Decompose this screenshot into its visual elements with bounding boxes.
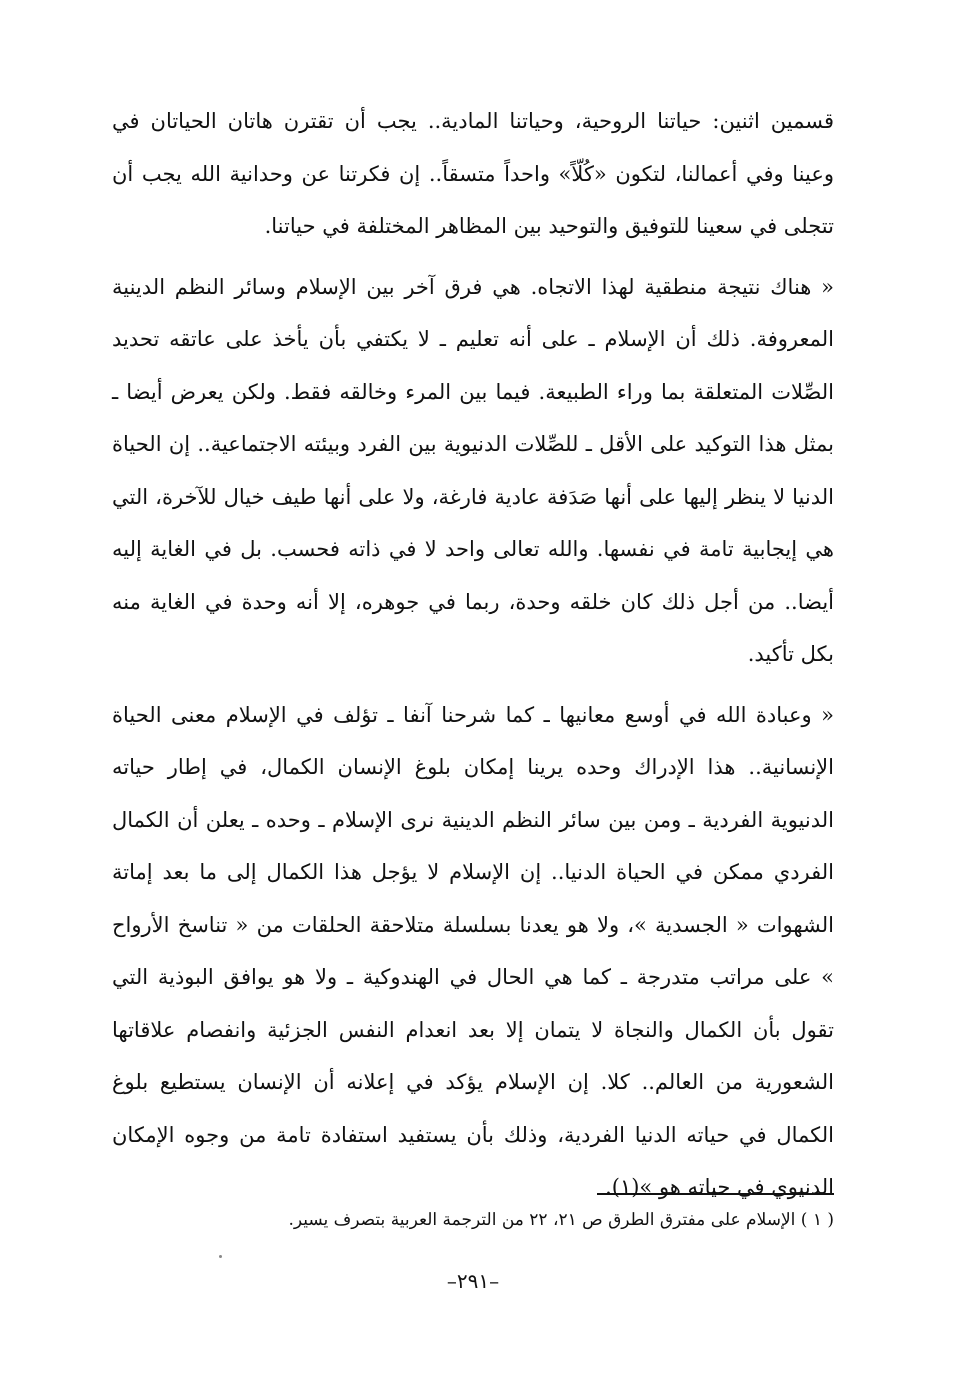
scan-speck	[219, 1255, 222, 1258]
page-number: –٢٩١–	[446, 1269, 500, 1293]
book-page	[112, 95, 834, 1355]
footnote-divider	[597, 1193, 834, 1195]
paragraph-1: قسمين اثنين: حياتنا الروحية، وحياتنا المادية.. يجب أن تقترن هاتان الحياتان في وعينا وفي أعمالنا، لتكون «كُلّاً» واحداً متسقاً.. إن فكرتنا عن وحدانية الله يجب أن تتجلى في سعينا للتوفيق والتوحيد بين المظاهر المختلفة في حياتنا.	[112, 109, 834, 238]
footnote: ( ١ ) الإسلام على مفترق الطرق ص ٢١، ٢٢ من الترجمة العربية بتصرف يسير.	[288, 1210, 834, 1230]
paragraph-3: « وعبادة الله في أوسع معانيها ـ كما شرحنا آنفا ـ تؤلف في الإسلام معنى الحياة الإنسانية.. هذا الإدراك وحده يرينا إمكان بلوغ الإنسان الكمال، في إطار حياته الدنيوية الفردية ـ ومن بين سائر النظم الدينية نرى الإسلام ـ وحده ـ يعلن أن الكمال الفردي ممكن في الحياة الدنيا.. إن الإسلام لا يؤجل هذا الكمال إلى ما بعد إماتة الشهوات « الجسدية »، ولا هو يعدنا بسلسلة متلاحقة الحلقات من « تناسخ الأرواح » على مراتب متدرجة ـ كما هي الحال في الهندوكية ـ ولا هو يوافق البوذية التي تقول بأن الكمال والنجاة لا يتمان إلا بعد انعدام النفس الجزئية وانفصام علاقاتها الشعورية من العالم.. كلا. إن الإسلام يؤكد في إعلانه أن الإنسان يستطيع بلوغ الكمال في حياته الدنيا الفردية، وذلك بأن يستفيد استفادة تامة من وجوه الإمكان الدنيوي في حياته هو »(١).	[112, 702, 834, 1199]
paragraph-2: « هناك نتيجة منطقية لهذا الاتجاه. هي فرق آخر بين الإسلام وسائر النظم الدينية المعروفة. ذلك أن الإسلام ـ على أنه تعليم ـ لا يكتفي بأن يأخذ على عاتقه تحديد الصِّلات المتعلقة بما وراء الطبيعة. فيما بين المرء وخالقه فقط. ولكن يعرض أيضا ـ بمثل هذا التوكيد على الأقل ـ للصِّلات الدنيوية بين الفرد وبيئته الاجتماعية.. إن الحياة الدنيا لا ينظر إليها على أنها صَدَفة عادية فارغة، ولا على أنها طيف خيال للآخرة، التي هي إيجابية تامة في نفسها. والله تعالى واحد لا في ذاته فحسب. بل في الغاية إليه أيضا.. من أجل ذلك كان خلقه وحدة، ربما في جوهره، إلا أنه وحدة في الغاية منه بكل تأكيد.	[112, 274, 834, 666]
